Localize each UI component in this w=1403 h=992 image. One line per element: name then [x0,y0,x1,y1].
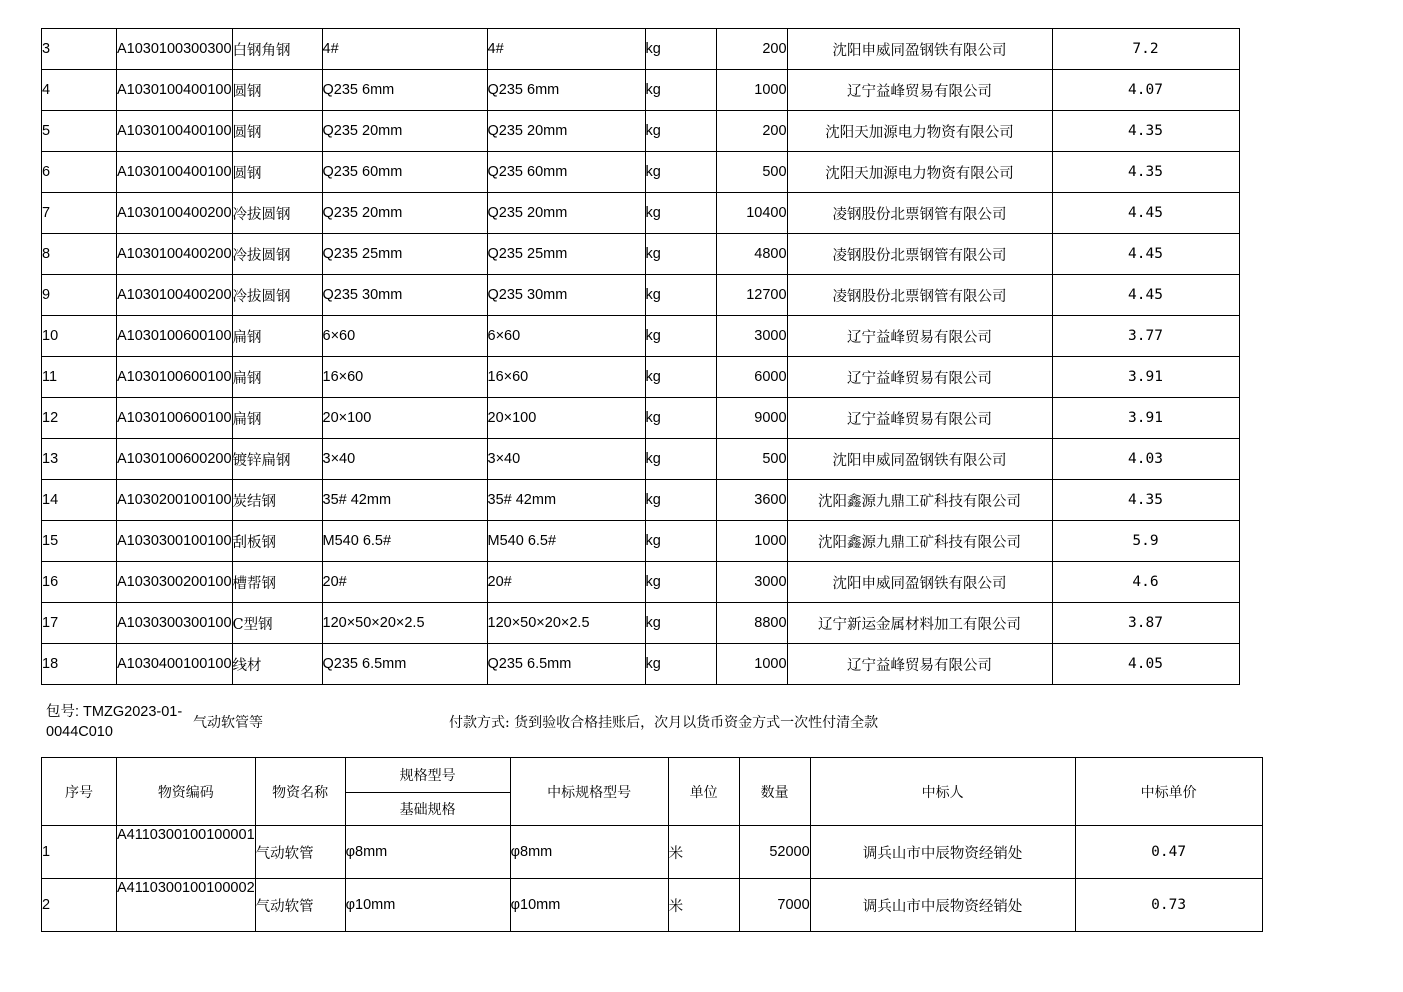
row-bid-spec: Q235 30mm [487,275,645,316]
row-bid-spec: Q235 6mm [487,70,645,111]
row-bid-spec: 3×40 [487,439,645,480]
row-code: A1030300200100 [117,562,233,603]
row-code: A1030100300300 [117,29,233,70]
row-name: 扁钢 [232,398,322,439]
row-seq: 5 [42,111,117,152]
row-name: 线材 [232,644,322,685]
row-price: 4.45 [1052,234,1239,275]
header-qty: 数量 [739,758,810,826]
table-row [42,603,1240,644]
row-name: 圆钢 [232,70,322,111]
row-unit: kg [645,111,716,152]
header-unit: 单位 [668,758,739,826]
header-winner: 中标人 [810,758,1075,826]
row-qty: 52000 [739,826,810,879]
row-winner: 凌钢股份北票钢管有限公司 [787,193,1052,234]
table-row [42,111,1240,152]
table-row [42,29,1240,70]
row-code: A1030300300100 [117,603,233,644]
row-spec: M540 6.5# [322,521,487,562]
row-spec: 35# 42mm [322,480,487,521]
table-row [42,193,1240,234]
row-winner: 沈阳天加源电力物资有限公司 [787,152,1052,193]
row-qty: 3600 [716,480,787,521]
row-name: 槽帮钢 [232,562,322,603]
row-qty: 9000 [716,398,787,439]
row-winner: 辽宁益峰贸易有限公司 [787,70,1052,111]
row-name: 镀锌扁钢 [232,439,322,480]
row-code-text [117,826,255,878]
row-code [117,879,256,932]
row-winner: 沈阳鑫源九鼎工矿科技有限公司 [787,521,1052,562]
row-price: 4.35 [1052,152,1239,193]
row-winner: 辽宁益峰贸易有限公司 [787,357,1052,398]
row-name: 冷拔圆钢 [232,275,322,316]
row-spec: Q235 60mm [322,152,487,193]
row-bid-spec: Q235 20mm [487,111,645,152]
row-seq: 8 [42,234,117,275]
row-unit: kg [645,357,716,398]
row-qty: 500 [716,439,787,480]
package-name: 气动软管等 [193,715,263,731]
row-unit: kg [645,193,716,234]
row-seq: 13 [42,439,117,480]
row-winner: 辽宁益峰贸易有限公司 [787,644,1052,685]
row-code: A1030400100100 [117,644,233,685]
row-spec: 4# [322,29,487,70]
row-qty: 1000 [716,521,787,562]
row-spec: 120×50×20×2.5 [322,603,487,644]
row-spec: 20×100 [322,398,487,439]
row-winner: 沈阳天加源电力物资有限公司 [787,111,1052,152]
row-seq: 17 [42,603,117,644]
table-row [42,152,1240,193]
row-unit: kg [645,644,716,685]
row-code-main: A41103001001000 [117,880,239,896]
row-price: 3.91 [1052,398,1239,439]
row-winner: 凌钢股份北票钢管有限公司 [787,234,1052,275]
row-name: 冷拔圆钢 [232,193,322,234]
row-seq: 18 [42,644,117,685]
row-spec: 3×40 [322,439,487,480]
row-qty: 10400 [716,193,787,234]
row-price: 4.07 [1052,70,1239,111]
table-row [42,644,1240,685]
row-seq: 4 [42,70,117,111]
row-bid-spec: 35# 42mm [487,480,645,521]
row-price: 4.05 [1052,644,1239,685]
row-price: 4.35 [1052,480,1239,521]
row-price: 5.9 [1052,521,1239,562]
header-bid-spec: 中标规格型号 [510,758,668,826]
row-code: A1030100600100 [117,357,233,398]
row-bid-spec: M540 6.5# [487,521,645,562]
row-unit: kg [645,603,716,644]
row-winner: 辽宁益峰贸易有限公司 [787,398,1052,439]
row-price: 4.45 [1052,275,1239,316]
material-table-body [42,29,1240,685]
row-qty: 500 [716,152,787,193]
table-row [42,879,1263,932]
row-code [117,826,256,879]
row-bid-spec: Q235 20mm [487,193,645,234]
table-row [42,439,1240,480]
row-name: 气动软管 [255,826,345,879]
row-bid-spec: Q235 25mm [487,234,645,275]
row-code-main: A41103001001000 [117,827,239,843]
row-bid-spec: 120×50×20×2.5 [487,603,645,644]
table-row [42,398,1240,439]
table-row [42,562,1240,603]
row-spec: 20# [322,562,487,603]
row-code: A1030100600200 [117,439,233,480]
row-spec: Q235 6mm [322,70,487,111]
row-qty: 3000 [716,562,787,603]
row-seq: 11 [42,357,117,398]
material-table [41,28,1240,685]
row-name: 扁钢 [232,357,322,398]
row-seq: 2 [42,879,117,932]
row-bid-spec: 6×60 [487,316,645,357]
row-spec: φ10mm [345,879,510,932]
table-row [42,275,1240,316]
header-name: 物资名称 [255,758,345,826]
row-bid-spec: φ10mm [510,879,668,932]
row-price: 4.35 [1052,111,1239,152]
row-bid-spec: 16×60 [487,357,645,398]
package-table-body [42,826,1263,932]
row-bid-spec: 20×100 [487,398,645,439]
row-unit: kg [645,562,716,603]
row-qty: 1000 [716,644,787,685]
table-row [42,70,1240,111]
row-winner: 沈阳申威同盈钢铁有限公司 [787,562,1052,603]
row-unit: kg [645,275,716,316]
package-number: 包号: TMZG2023-01-0044C010 [46,704,183,740]
row-name: 白钢角钢 [232,29,322,70]
row-price: 4.45 [1052,193,1239,234]
row-spec: 6×60 [322,316,487,357]
row-spec: Q235 30mm [322,275,487,316]
row-code: A1030100600100 [117,398,233,439]
row-spec: 16×60 [322,357,487,398]
row-seq: 15 [42,521,117,562]
row-qty: 1000 [716,70,787,111]
table-row [42,521,1240,562]
row-code: A1030100400100 [117,111,233,152]
row-price: 3.77 [1052,316,1239,357]
row-name: 圆钢 [232,152,322,193]
row-qty: 7000 [739,879,810,932]
row-price: 4.03 [1052,439,1239,480]
header-spec: 规格型号 [345,758,510,793]
row-code: A1030100400100 [117,152,233,193]
row-spec: Q235 6.5mm [322,644,487,685]
row-price: 0.47 [1075,826,1262,879]
table-row [42,826,1263,879]
row-code: A1030100400200 [117,193,233,234]
row-seq: 1 [42,826,117,879]
row-unit: 米 [668,826,739,879]
row-code-text [117,879,255,931]
row-bid-spec: 4# [487,29,645,70]
row-unit: kg [645,480,716,521]
row-unit: kg [645,398,716,439]
row-code-tail: 02 [238,880,255,896]
row-unit: 米 [668,879,739,932]
payment-terms: 付款方式: 货到验收合格挂账后，次月以货币资金方式一次性付清全款 [449,715,879,731]
package-table [41,757,1263,932]
row-price: 3.91 [1052,357,1239,398]
row-name: 刮板钢 [232,521,322,562]
row-spec: φ8mm [345,826,510,879]
row-seq: 3 [42,29,117,70]
table-row [42,316,1240,357]
row-winner: 沈阳申威同盈钢铁有限公司 [787,439,1052,480]
row-price: 3.87 [1052,603,1239,644]
row-seq: 7 [42,193,117,234]
row-seq: 6 [42,152,117,193]
row-code: A1030100600100 [117,316,233,357]
row-code: A1030100400200 [117,234,233,275]
table-row [42,480,1240,521]
row-name: 圆钢 [232,111,322,152]
table-row [42,357,1240,398]
row-winner: 调兵山市中辰物资经销处 [810,879,1075,932]
row-winner: 辽宁新运金属材料加工有限公司 [787,603,1052,644]
row-code: A1030100400200 [117,275,233,316]
row-seq: 14 [42,480,117,521]
row-bid-spec: 20# [487,562,645,603]
row-bid-spec: Q235 60mm [487,152,645,193]
row-name: 气动软管 [255,879,345,932]
row-winner: 沈阳鑫源九鼎工矿科技有限公司 [787,480,1052,521]
row-unit: kg [645,70,716,111]
row-name: 炭结钢 [232,480,322,521]
row-bid-spec: φ8mm [510,826,668,879]
table-row [42,234,1240,275]
row-winner: 调兵山市中辰物资经销处 [810,826,1075,879]
row-seq: 9 [42,275,117,316]
row-winner: 凌钢股份北票钢管有限公司 [787,275,1052,316]
row-bid-spec: Q235 6.5mm [487,644,645,685]
row-unit: kg [645,439,716,480]
row-unit: kg [645,234,716,275]
row-seq: 12 [42,398,117,439]
row-spec: Q235 20mm [322,193,487,234]
header-seq: 序号 [42,758,117,826]
row-code: A1030300100100 [117,521,233,562]
row-spec: Q235 20mm [322,111,487,152]
row-price: 7.2 [1052,29,1239,70]
header-base-spec: 基础规格 [345,793,510,826]
row-seq: 10 [42,316,117,357]
row-qty: 200 [716,29,787,70]
row-name: C型钢 [232,603,322,644]
row-qty: 200 [716,111,787,152]
row-unit: kg [645,152,716,193]
row-qty: 4800 [716,234,787,275]
row-spec: Q235 25mm [322,234,487,275]
row-price: 0.73 [1075,879,1262,932]
row-unit: kg [645,521,716,562]
row-qty: 6000 [716,357,787,398]
row-price: 4.6 [1052,562,1239,603]
row-code: A1030200100100 [117,480,233,521]
row-name: 冷拔圆钢 [232,234,322,275]
row-winner: 辽宁益峰贸易有限公司 [787,316,1052,357]
row-qty: 12700 [716,275,787,316]
row-qty: 8800 [716,603,787,644]
row-winner: 沈阳申威同盈钢铁有限公司 [787,29,1052,70]
row-code: A1030100400100 [117,70,233,111]
header-code: 物资编码 [117,758,256,826]
row-unit: kg [645,29,716,70]
row-seq: 16 [42,562,117,603]
row-name: 扁钢 [232,316,322,357]
row-qty: 3000 [716,316,787,357]
row-code-tail: 01 [238,827,255,843]
row-unit: kg [645,316,716,357]
header-price: 中标单价 [1075,758,1262,826]
